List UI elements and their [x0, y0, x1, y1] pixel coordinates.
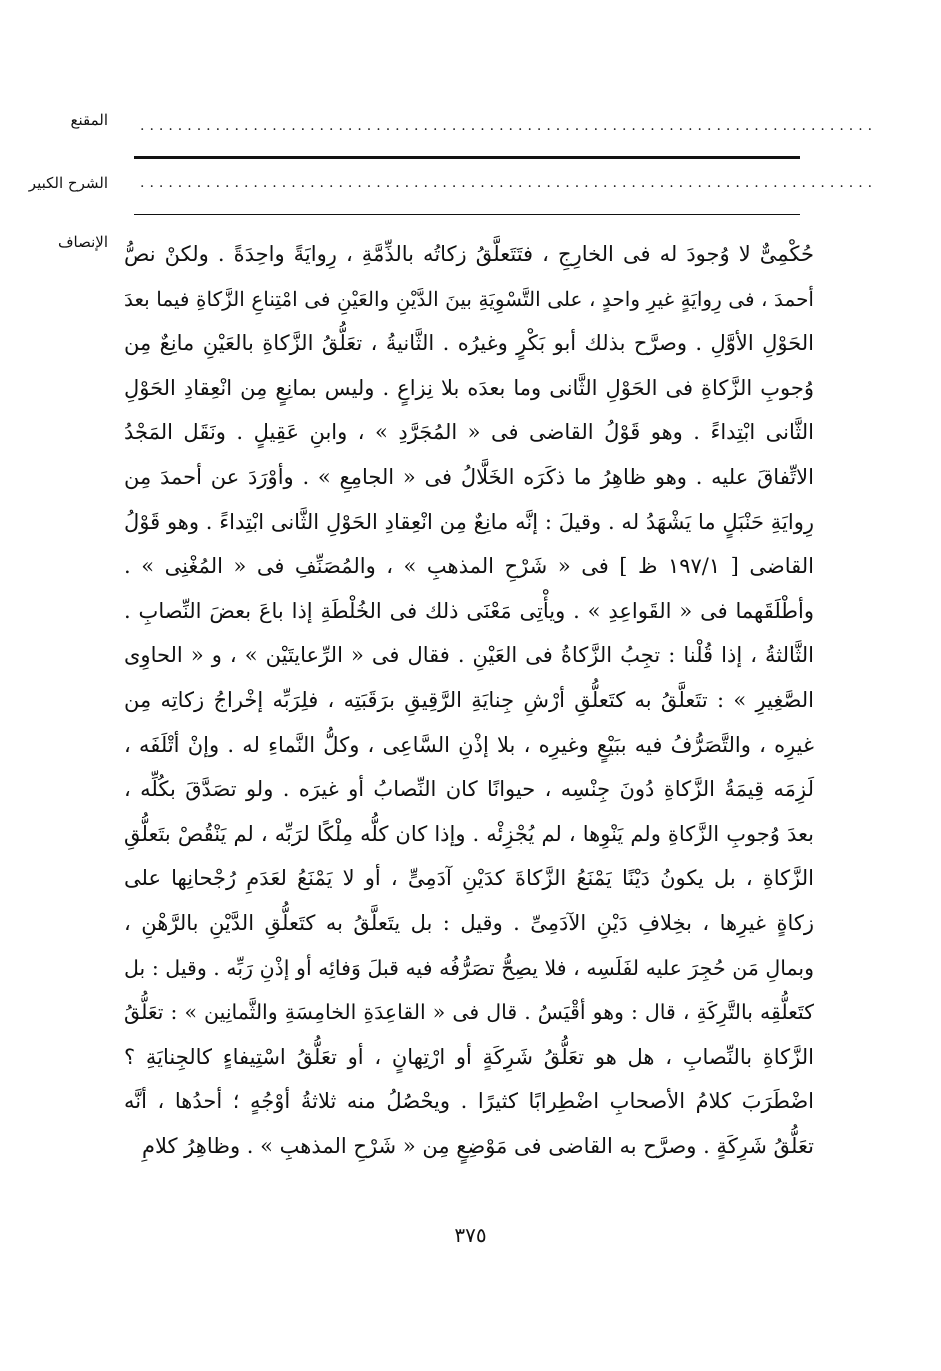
text-line: القاضى [ ١٩٧/١ ظ ] فى « شَرْحِ المذهبِ » ، والمُصَنِّفِ فى « المُغْنِى » .: [124, 554, 814, 579]
text-line: اضْطَرَبَ كلامُ الأصحابِ اضْطِرابًا كثيرًا . ويحْصُلُ منه ثلاثةُ أوْجُهٍ ؛ أحدُها ، أنَّه: [124, 1089, 814, 1114]
text-line: كتَعلُّقِه بالتَّرِكَةِ ، قال : وهو أقْيَسُ . قال فى « القاعِدَةِ الخامِسَةِ والثَّمانِين » : تعَلُّقُ: [124, 1000, 814, 1025]
text-line: حُكْمِىٌّ لا وُجودَ له فى الخارِجِ ، فتَتَعلَّقُ زكاتُه بالذِّمَّةِ ، رِوايَةً واحِدَةً . ولكنْ نصُّ: [124, 242, 814, 266]
text-line: وُجوبِ الزَّكاةِ فى الحَوْلِ الثَّانى وما بعدَه بلا نِزاعٍ . وليس بمانِعٍ مِن انْعِقادِ الحَوْلِ: [124, 375, 814, 400]
text-line: الزَّكاةِ بالنِّصابِ ، هل هو تعَلُّقُ شَرِكَةٍ أو ارْتِهانٍ ، أو تعَلُّقُ اسْتِيفاءٍ كالجِنايَةِ ؟: [124, 1044, 814, 1069]
section-label-insaf: الإنصاف: [57, 233, 108, 251]
text-line: أحمدَ ، فى رِوايَةٍ غيرِ واحدٍ ، على التَّسْوِيَةِ بينَ الدَّيْنِ والعَيْنِ فى امْتِناعِ الزَّكاةِ فيما بعدَ: [124, 286, 814, 311]
thin-rule: [134, 214, 800, 215]
dotted-separator-sharh: ..............................................................................: [140, 175, 878, 191]
text-line: الزَّكاةِ ، بل يكونُ دَيْنًا يَمْنَعُ الزَّكاةَ كدَيْنِ آدَمِىٍّ ، أو لا يَمْنَعُ لعَدَمِ رُجْحانِها على: [124, 866, 814, 891]
text-line: زكاةٍ غيرِها ، بخِلافِ دَيْنِ الآدَمِىِّ . وقيل : بل يتَعلَّقُ به كتَعلُّقِ الدَّيْنِ بالرَّهْنِ ،: [124, 910, 814, 935]
text-line: الصَّغِيرِ » : تتَعلَّقُ به كتَعلُّقِ أرْشِ جِنايَةِ الرَّقِيقِ برَقَبَتِه ، فلِرَبِّه إخْراجُ زكاتِه مِن: [124, 687, 814, 712]
insaf-body-text: [124, 232, 814, 1168]
text-line: الثَّالثةُ ، إذا قُلْنا : تجِبُ الزَّكاةُ فى العَيْنِ . فقال فى « الرِّعايتَيْن » ، و « الحاوِى: [124, 643, 814, 668]
text-line: وأطْلَقَهما فى « القَواعِدِ » . ويأْتِى مَعْنَى ذلك فى الخُلْطَةِ إذا باعَ بعضَ النِّصابِ .: [124, 598, 814, 623]
section-label-sharh-kabir: الشرح الكبير: [28, 174, 108, 192]
page-number: ٣٧٥: [454, 1223, 487, 1247]
text-line: لَزِمَه قِيمَةُ الزَّكاةِ دُونَ جِنْسِه ، حيوانًا كان النِّصابُ أو غيرَه . ولو تصَدَّقَ بكُلِّه ،: [124, 777, 814, 802]
section-label-muqni: المقنع: [70, 111, 108, 129]
text-line: بعدَ وُجوبِ الزَّكاةِ ولم يَنْوِها ، لم يُجْزِئْه . وإذا كان كلُّه مِلْكًا لرَبِّه ، لم يَنْقُصْ بتَعلُّقِ: [124, 821, 814, 846]
text-line: رِوايَةِ حَنْبَلٍ ما يَشْهَدُ له . وقيلَ : إنَّه مانِعٌ مِن انْعِقادِ الحَوْلِ الثَّانى ابْتِداءً . وهو قَوْلُ: [124, 509, 814, 534]
text-line: الحَوْلِ الأوَّلِ . وصرَّح بذلك أبو بَكْرٍ وغيرُه . الثَّانيةُ ، تعَلُّقُ الزَّكاةِ بالعَيْنِ مانِعٌ مِن: [124, 331, 814, 356]
dotted-separator-muqni: ..............................................................................: [140, 118, 878, 134]
text-line: غيرِه ، والتَّصَرُّفُ فيه ببَيْعٍ وغيرِه ، بلا إذْنِ السَّاعِى ، وكلُّ النَّماءِ له . وإنْ أتْلَفَه ،: [124, 732, 814, 757]
text-line: تعَلُّقُ شَرِكَةٍ . وصرَّح به القاضى فى مَوْضِعٍ مِن « شَرْحِ المذهبِ » . وظاهِرُ كلامِ: [141, 1133, 814, 1158]
text-line: الثَّانى ابْتِداءً . وهو قَوْلُ القاضى فى « المُجَرَّدِ » ، وابنِ عَقِيلٍ . ونَقَل المَجْدُ: [124, 420, 814, 445]
thick-rule: [134, 156, 800, 159]
text-line: الاتِّفاقَ عليه . وهو ظاهِرُ ما ذكَرَه الخَلَّالُ فى « الجامِعِ » . وأوْرَدَ عن أحمدَ مِن: [124, 464, 814, 489]
text-line: وبمالِ مَن حُجِرَ عليه لفَلَسِه ، فلا يصِحُّ تصَرُّفُه فيه قبلَ وَفائِه أو إذْنِ رَبِّه . وقيل : بل: [124, 955, 814, 980]
